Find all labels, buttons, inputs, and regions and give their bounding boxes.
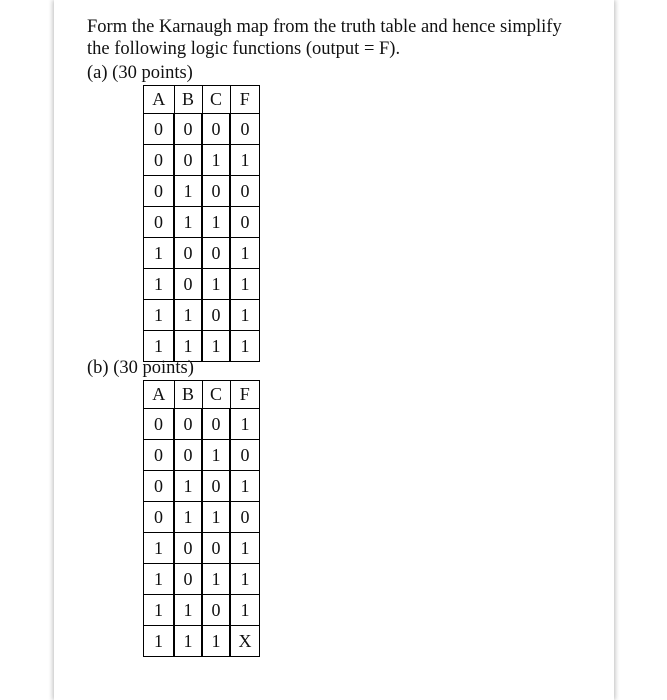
table-cell: 0 [144, 440, 175, 471]
table-cell: 1 [202, 564, 230, 595]
table-cell: 0 [230, 176, 260, 207]
table-row [144, 238, 260, 269]
table-cell: 0 [144, 502, 175, 533]
problem-statement-line-1: Form the Karnaugh map from the truth table and hence simplify [87, 17, 562, 37]
header-cell-b: B [174, 86, 202, 114]
table-cell: 1 [202, 207, 230, 238]
header-cell-b: B [174, 381, 202, 409]
table-cell: X [230, 626, 260, 657]
table-row [144, 114, 260, 145]
table-cell: 0 [174, 114, 202, 145]
table-cell: 0 [202, 114, 230, 145]
table-cell: 0 [174, 440, 202, 471]
table-cell: 1 [202, 145, 230, 176]
table-cell: 0 [230, 440, 260, 471]
table-cell: 0 [174, 409, 202, 440]
table-cell: 1 [230, 331, 260, 362]
part-b-label: (b) (30 points) [87, 358, 194, 378]
table-header-row [144, 86, 260, 114]
header-cell-f: F [230, 381, 260, 409]
table-row [144, 269, 260, 300]
table-cell: 0 [144, 176, 175, 207]
table-cell: 1 [202, 502, 230, 533]
problem-statement [87, 16, 607, 60]
table-cell: 1 [230, 145, 260, 176]
table-cell: 0 [174, 269, 202, 300]
table-cell: 0 [174, 145, 202, 176]
table-cell: 1 [230, 409, 260, 440]
table-row [144, 300, 260, 331]
problem-statement-line-2: the following logic functions (output = F). [87, 39, 401, 59]
table-cell: 1 [202, 440, 230, 471]
table-cell: 1 [144, 564, 175, 595]
table-cell: 1 [202, 269, 230, 300]
table-cell: 1 [230, 471, 260, 502]
table-cell: 1 [230, 564, 260, 595]
document-page [54, 0, 614, 700]
table-cell: 1 [174, 176, 202, 207]
table-cell: 1 [144, 595, 175, 626]
table-row [144, 409, 260, 440]
table-cell: 1 [202, 626, 230, 657]
table-cell: 0 [144, 471, 175, 502]
table-cell: 0 [202, 471, 230, 502]
table-row [144, 595, 260, 626]
table-row [144, 145, 260, 176]
header-cell-a: A [144, 86, 175, 114]
table-cell: 0 [202, 595, 230, 626]
table-row [144, 564, 260, 595]
header-cell-c: C [202, 381, 230, 409]
table-cell: 0 [230, 207, 260, 238]
header-cell-c: C [202, 86, 230, 114]
table-cell: 1 [174, 207, 202, 238]
part-a-label: (a) (30 points) [87, 63, 193, 83]
truth-table-a [143, 85, 260, 362]
table-cell: 1 [144, 331, 175, 362]
table-header-row [144, 381, 260, 409]
truth-table-b [143, 380, 260, 657]
table-cell: 0 [202, 409, 230, 440]
table-cell: 0 [202, 176, 230, 207]
table-cell: 1 [144, 269, 175, 300]
header-cell-a: A [144, 381, 175, 409]
table-cell: 0 [144, 409, 175, 440]
table-cell: 0 [174, 564, 202, 595]
table-row [144, 626, 260, 657]
table-row [144, 207, 260, 238]
table-cell: 0 [230, 502, 260, 533]
table-cell: 1 [174, 502, 202, 533]
table-cell: 1 [144, 533, 175, 564]
table-cell: 1 [144, 626, 175, 657]
table-cell: 1 [202, 331, 230, 362]
table-cell: 0 [144, 145, 175, 176]
table-cell: 0 [144, 114, 175, 145]
table-cell: 0 [202, 533, 230, 564]
table-row [144, 502, 260, 533]
table-cell: 1 [174, 595, 202, 626]
table-cell: 1 [174, 626, 202, 657]
table-cell: 0 [202, 300, 230, 331]
table-cell: 1 [144, 238, 175, 269]
table-cell: 1 [230, 595, 260, 626]
table-cell: 1 [174, 471, 202, 502]
table-cell: 1 [230, 269, 260, 300]
table-cell: 0 [144, 207, 175, 238]
table-cell: 0 [202, 238, 230, 269]
table-cell: 1 [230, 300, 260, 331]
table-cell: 0 [174, 238, 202, 269]
table-row [144, 440, 260, 471]
table-cell: 1 [174, 300, 202, 331]
table-cell: 1 [174, 331, 202, 362]
table-cell: 1 [144, 300, 175, 331]
header-cell-f: F [230, 86, 260, 114]
table-row [144, 176, 260, 207]
table-row [144, 471, 260, 502]
table-cell: 1 [230, 238, 260, 269]
table-row [144, 533, 260, 564]
table-cell: 1 [230, 533, 260, 564]
table-cell: 0 [174, 533, 202, 564]
table-cell: 0 [230, 114, 260, 145]
